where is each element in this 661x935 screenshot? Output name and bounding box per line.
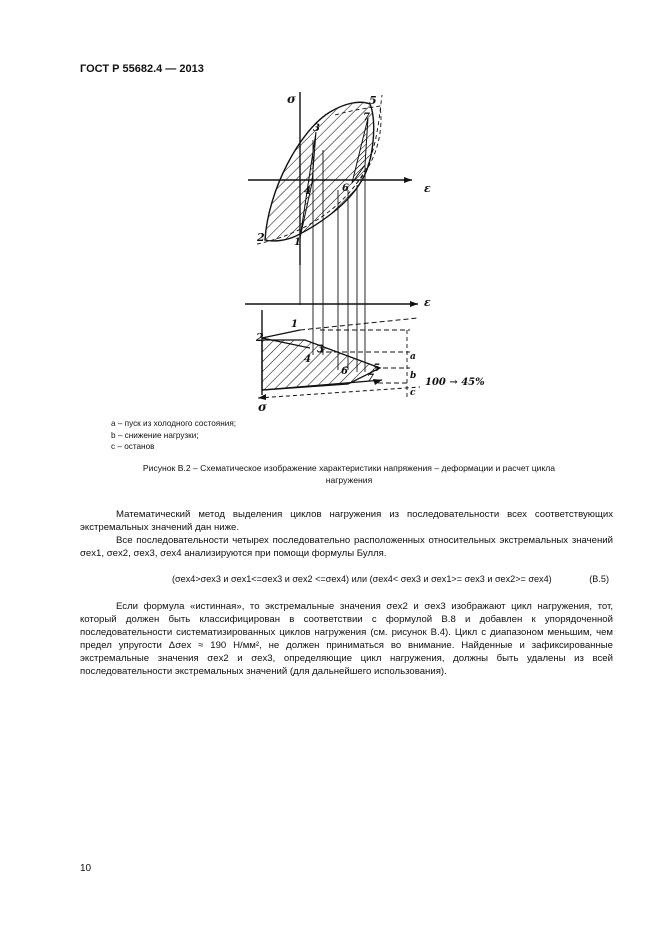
bottom-point-6: 6 bbox=[341, 366, 348, 377]
caption-line-2: нагружения bbox=[325, 474, 373, 485]
range-label-b: b bbox=[410, 371, 417, 381]
bottom-point-4: 4 bbox=[304, 354, 311, 365]
range-label-c: c bbox=[410, 388, 416, 398]
legend-item-b: b – снижение нагрузки; bbox=[111, 430, 199, 440]
top-point-1: 1 bbox=[294, 237, 301, 248]
top-point-3: 3 bbox=[313, 123, 320, 134]
page-number: 10 bbox=[80, 863, 92, 874]
bottom-point-5: 5 bbox=[373, 363, 380, 374]
top-point-6: 6 bbox=[342, 183, 349, 194]
legend-item-c: c – останов bbox=[111, 442, 155, 452]
formula-number: (В.5) bbox=[589, 574, 609, 584]
paragraph-sequences: Все последовательности четырех последовательно расположенных относительных экстремальных значений σex1, σex2, σex3, σex4 анализируются при помощи формулы Булля. bbox=[80, 535, 613, 559]
bottom-point-2: 2 bbox=[256, 331, 264, 344]
top-point-5: 5 bbox=[369, 94, 377, 107]
bottom-point-7: 7 bbox=[367, 373, 374, 384]
bottom-axis-epsilon-label: ε bbox=[424, 296, 431, 309]
stress-strain-figure bbox=[0, 0, 661, 415]
paragraph-true-formula: Если формула «истинная», то экстремальные значения σex2 и σex3 изображают цикл нагружения, тот, который должен быть классифицирован в соответствии с формулой В.8 и добавлен к упорядоченной последовательности систематизированных циклов нагружения (см. рисунок В.4). Цикл с диапазоном меньшим, чем предел упругости Δσex ≈ 190 Н/мм², не должен приниматься во внимание. Найденные и зафиксированные экстремальные значения σex2 и σex3, определяющие цикл нагружения, должны быть удалены из всей последовательности экстремальных значений (для дальнейшего использования). bbox=[80, 601, 613, 677]
range-label-a: a bbox=[410, 352, 416, 362]
caption-line-1: Рисунок В.2 – Схематическое изображение характеристики напряжения – деформации и расчет цикла bbox=[142, 463, 556, 473]
top-point-2: 2 bbox=[257, 231, 265, 244]
top-point-7: 7 bbox=[363, 112, 370, 123]
legend-item-a: a – пуск из холодного состояния; bbox=[111, 419, 237, 428]
bottom-point-3: 3 bbox=[317, 344, 324, 355]
bottom-axis-sigma-label: σ bbox=[258, 400, 267, 414]
range-note: 100 → 45% bbox=[425, 377, 485, 388]
top-point-4: 4 bbox=[304, 186, 311, 197]
bottom-point-1: 1 bbox=[291, 319, 298, 330]
figure-caption bbox=[100, 463, 598, 486]
top-axis-epsilon-label: ε bbox=[424, 182, 431, 195]
figure-legend bbox=[111, 418, 236, 453]
paragraph-method: Математический метод выделения циклов нагружения из последовательности всех соответствующих экстремальных значений дан ниже. bbox=[80, 509, 613, 533]
formula-text: (σex4>σex3 и σex1<=σex3 и σex2 <=σex4) или (σex4< σex3 и σex1>= σex3 и σex2>= σex4) bbox=[172, 574, 552, 584]
document-header: ГОСТ Р 55682.4 — 2013 bbox=[80, 63, 204, 75]
top-axis-sigma-label: σ bbox=[287, 92, 296, 106]
